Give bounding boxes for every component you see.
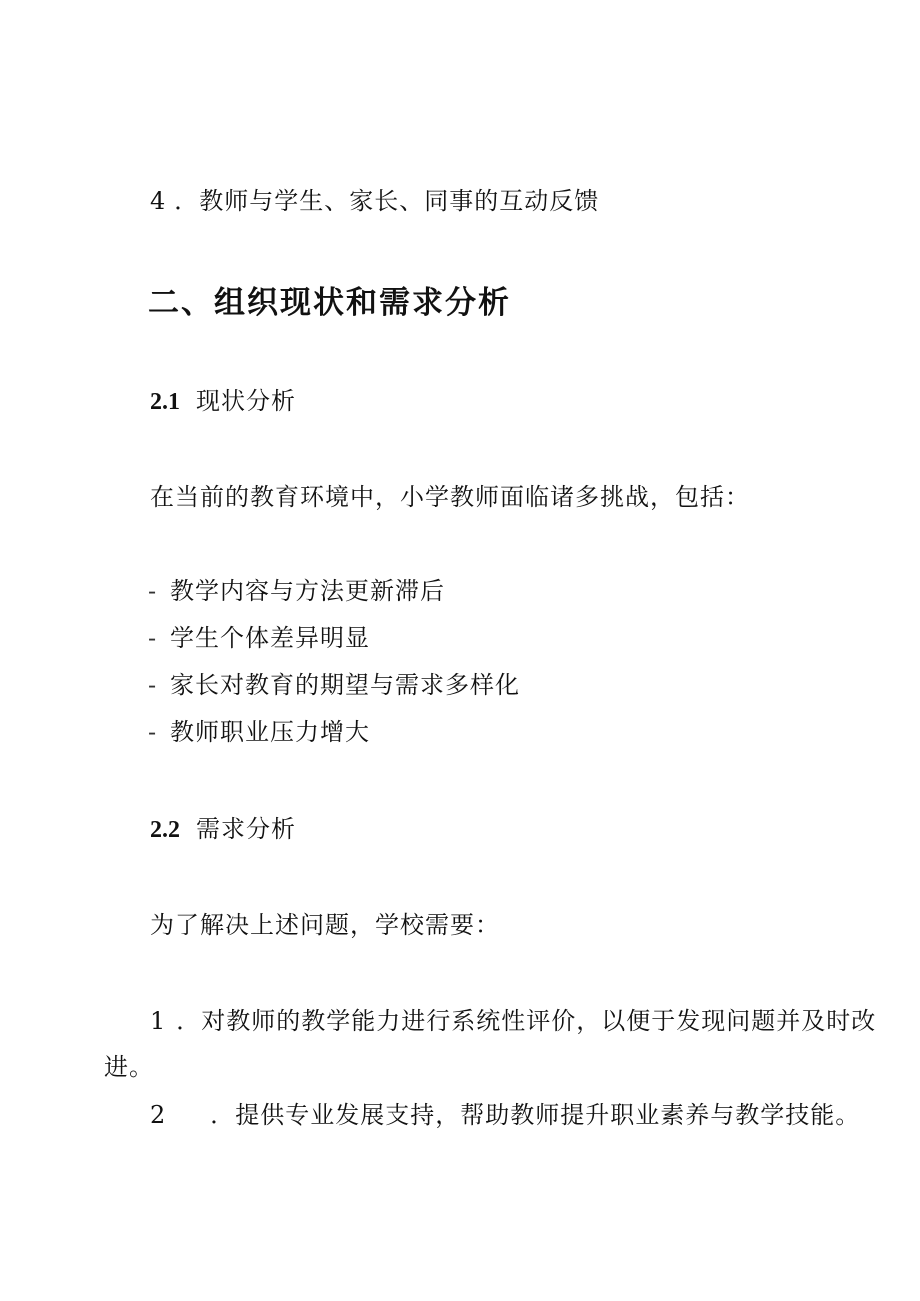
bullet-text: 家长对教育的期望与需求多样化 <box>170 671 520 699</box>
numbered-item-1-continuation: 进。 <box>104 1053 154 1081</box>
bullet-text: 教学内容与方法更新滞后 <box>170 577 445 605</box>
bullet-text: 学生个体差异明显 <box>170 624 370 652</box>
section-heading: 二、组织现状和需求分析 <box>148 285 511 321</box>
subsection-title: 需求分析 <box>196 815 296 843</box>
subsection-number: 2.2 <box>150 817 180 843</box>
paragraph-current-status: 在当前的教育环境中，小学教师面临诸多挑战，包括： <box>150 483 750 511</box>
subsection-title: 现状分析 <box>196 387 296 415</box>
list-marker: 2 <box>150 1101 167 1129</box>
list-item-text: ．对教师的教学能力进行系统性评价，以便于发现问题并及时改 <box>176 1007 877 1035</box>
list-marker: 4 <box>150 187 167 215</box>
subsection-heading-2-2 <box>150 814 296 845</box>
paragraph-needs: 为了解决上述问题，学校需要： <box>150 911 500 939</box>
bullet-marker: - <box>148 718 158 746</box>
bullet-item <box>148 717 370 747</box>
list-item-4 <box>150 186 599 216</box>
list-marker: 1 <box>150 1007 167 1035</box>
bullet-text: 教师职业压力增大 <box>170 718 370 746</box>
bullet-marker: - <box>148 671 158 699</box>
bullet-marker: - <box>148 577 158 605</box>
numbered-item-1 <box>150 1006 876 1036</box>
bullet-marker: - <box>148 624 158 652</box>
numbered-item-2 <box>150 1100 860 1130</box>
bullet-item <box>148 670 520 700</box>
bullet-item <box>148 623 370 653</box>
list-item-text: ．提供专业发展支持，帮助教师提升职业素养与教学技能。 <box>210 1101 861 1129</box>
subsection-number: 2.1 <box>150 389 180 415</box>
bullet-item <box>148 576 445 606</box>
subsection-heading-2-1 <box>150 386 296 417</box>
list-item-text: ．教师与学生、家长、同事的互动反馈 <box>174 187 600 215</box>
